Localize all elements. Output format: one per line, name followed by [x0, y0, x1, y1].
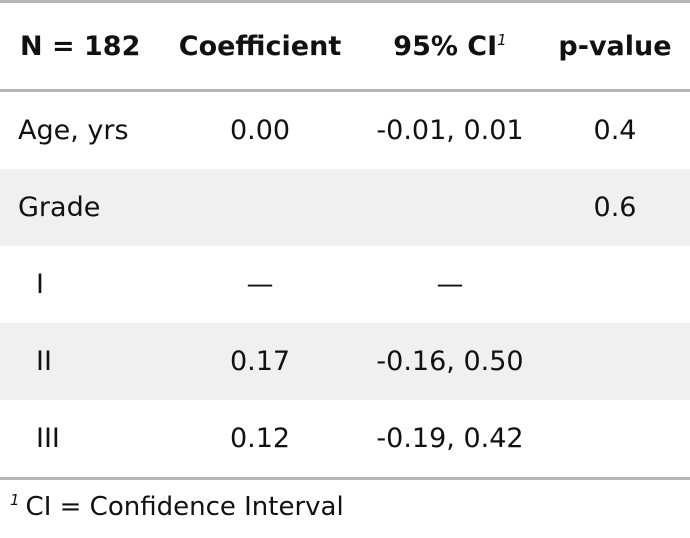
header-ci-label: 95% CI: [393, 30, 498, 62]
row-ci: -0.01, 0.01: [376, 115, 524, 146]
row-label: Grade: [18, 192, 101, 223]
row-label: II: [36, 346, 52, 377]
row-coefficient: 0.00: [229, 115, 291, 146]
row-coefficient: 0.12: [229, 423, 291, 454]
header-ci-footnote-marker: 1: [497, 30, 507, 49]
table-row: [0, 246, 690, 323]
row-ci: —: [436, 269, 464, 300]
footnote-marker: 1: [10, 491, 20, 510]
table-row: [0, 323, 690, 400]
bottom-rule: [0, 477, 690, 480]
row-p-value: 0.4: [593, 115, 637, 146]
header-p-value: p-value: [558, 30, 672, 62]
table-row: [0, 169, 690, 246]
table-header: [0, 3, 690, 89]
row-ci: -0.16, 0.50: [376, 346, 524, 377]
header-n: N = 182: [20, 30, 141, 62]
table-row: [0, 92, 690, 169]
header-ci: [360, 31, 540, 62]
table-row: [0, 400, 690, 477]
row-label: I: [36, 269, 44, 300]
row-label: Age, yrs: [18, 115, 129, 146]
footnote-text: CI = Confidence Interval: [25, 492, 344, 522]
row-label: III: [36, 423, 60, 454]
row-coefficient: —: [246, 269, 274, 300]
row-coefficient: 0.17: [229, 346, 291, 377]
row-p-value: 0.6: [593, 192, 637, 223]
header-coefficient: Coefficient: [178, 30, 342, 62]
row-ci: -0.19, 0.42: [376, 423, 524, 454]
table-footnote: [10, 492, 344, 522]
